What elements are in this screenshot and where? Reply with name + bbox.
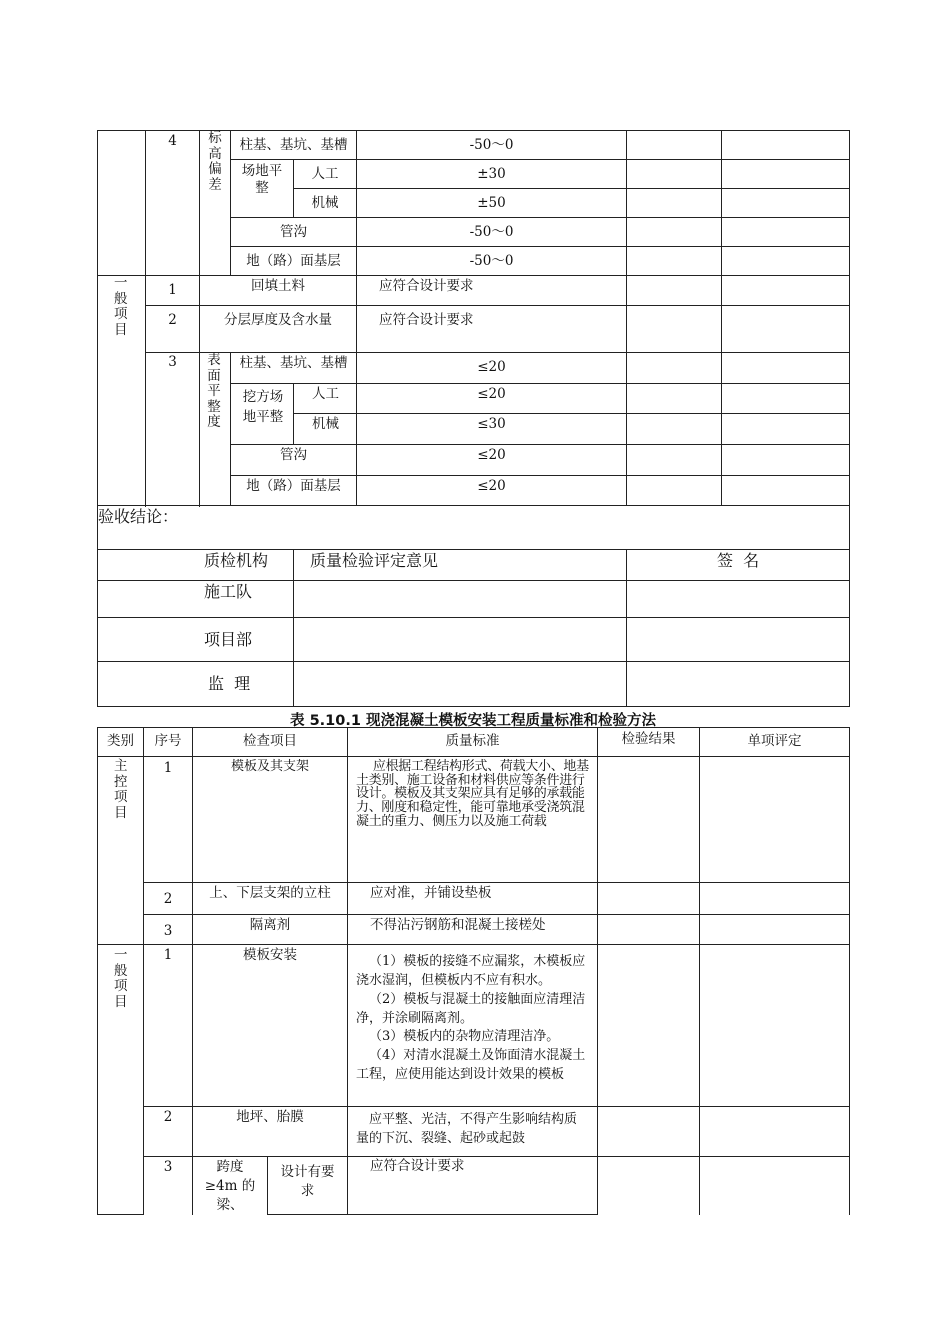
sub-label: 人工 bbox=[294, 384, 357, 414]
standard-text: 应符合设计要求 bbox=[357, 306, 627, 353]
header-no: 序号 bbox=[144, 728, 193, 757]
standard-value: -50～0 bbox=[357, 247, 627, 276]
table-title: 表 5.10.1 现浇混凝土模板安装工程质量标准和检验方法 bbox=[290, 713, 656, 729]
item-label: 模板安装 bbox=[193, 945, 348, 1107]
standard-text: 应根据工程结构形式、荷载大小、地基土类别、施工设备和材料供应等条件进行设计。模板及其支架应具有足够的承载能力、刚度和稳定性，能可靠地承受浇筑混凝土的重力、侧压力以及施工荷载 bbox=[348, 757, 598, 883]
result-cell bbox=[627, 276, 722, 306]
item-no: 3 bbox=[146, 353, 200, 506]
rating-cell bbox=[722, 306, 850, 353]
category-general: 一般项目 bbox=[98, 945, 144, 1215]
item-no: 4 bbox=[146, 131, 200, 276]
rating-cell bbox=[722, 218, 850, 247]
rating-cell bbox=[700, 757, 850, 883]
standard-value: -50～0 bbox=[357, 218, 627, 247]
item-label: 回填土料 bbox=[200, 276, 357, 306]
sign-header-signature: 签 名 bbox=[627, 550, 850, 581]
item-no: 2 bbox=[144, 1107, 193, 1157]
standard-value: ≤20 bbox=[357, 476, 627, 506]
row-label: 管沟 bbox=[231, 445, 357, 476]
item-label: 地坪、胎膜 bbox=[193, 1107, 348, 1157]
row-label: 柱基、基坑、基槽 bbox=[231, 353, 357, 384]
sign-header-opinion: 质量检验评定意见 bbox=[294, 550, 627, 581]
row-label: 柱基、基坑、基槽 bbox=[231, 131, 357, 160]
result-cell bbox=[627, 445, 722, 476]
standard-value: ≤20 bbox=[357, 384, 627, 414]
result-cell bbox=[598, 757, 700, 883]
item-no: 3 bbox=[144, 915, 193, 945]
row-label: 管沟 bbox=[231, 218, 357, 247]
result-cell bbox=[598, 883, 700, 915]
item-no: 1 bbox=[144, 945, 193, 1107]
rating-cell bbox=[700, 945, 850, 1107]
rating-cell bbox=[700, 1107, 850, 1157]
row-label: 地（路）面基层 bbox=[231, 247, 357, 276]
formwork-table bbox=[97, 727, 850, 1215]
result-cell bbox=[627, 131, 722, 160]
rating-cell bbox=[722, 276, 850, 306]
rating-cell bbox=[722, 353, 850, 384]
item-no: 3 bbox=[144, 1157, 193, 1215]
header-item: 检查项目 bbox=[193, 728, 348, 757]
rating-cell bbox=[722, 131, 850, 160]
rating-cell bbox=[722, 189, 850, 218]
result-cell bbox=[627, 414, 722, 445]
item-no: 1 bbox=[144, 757, 193, 883]
sign-header-org: 质检机构 bbox=[98, 550, 294, 581]
item-no: 1 bbox=[146, 276, 200, 306]
row-label: 地（路）面基层 bbox=[231, 476, 357, 506]
item-label: 上、下层支架的立柱 bbox=[193, 883, 348, 915]
result-cell bbox=[627, 160, 722, 189]
standard-value: ±50 bbox=[357, 189, 627, 218]
result-cell bbox=[598, 945, 700, 1107]
result-cell bbox=[627, 476, 722, 506]
conclusion-cell: 验收结论： bbox=[98, 506, 850, 550]
standard-value: ≤20 bbox=[357, 445, 627, 476]
result-cell bbox=[627, 384, 722, 414]
header-rating: 单项评定 bbox=[700, 728, 850, 757]
sub-label: 机械 bbox=[294, 414, 357, 445]
sign-row-label: 施工队 bbox=[98, 581, 294, 618]
sub-label: 机械 bbox=[294, 189, 357, 218]
rating-cell bbox=[722, 247, 850, 276]
standard-text: （1）模板的接缝不应漏浆，木模板应浇水湿润，但模板内不应有积水。 （2）模板与混凝土的接触面应清理洁净，并涂刷隔离剂。 （3）模板内的杂物应清理洁净。 （4）对清水混凝土及饰面清水混凝土工程，应使用能达到设计效果的模板 bbox=[348, 945, 598, 1107]
row-label: 挖方场地平整 bbox=[231, 384, 294, 445]
header-result: 检验结果 bbox=[598, 728, 700, 757]
group-label: 表面平整度 bbox=[200, 353, 231, 506]
result-cell bbox=[627, 218, 722, 247]
rating-cell bbox=[722, 160, 850, 189]
result-cell bbox=[627, 189, 722, 218]
rating-cell bbox=[700, 915, 850, 945]
item-no: 2 bbox=[144, 883, 193, 915]
group-label: 标高偏差 bbox=[200, 131, 231, 276]
sign-row-signature bbox=[627, 662, 850, 707]
rating-cell bbox=[700, 883, 850, 915]
item-label: 隔离剂 bbox=[193, 915, 348, 945]
sign-row-opinion bbox=[294, 618, 627, 662]
sign-row-label: 项目部 bbox=[98, 618, 294, 662]
standard-text: 不得沾污钢筋和混凝土接槎处 bbox=[348, 915, 598, 945]
item-label: 跨度≥4m 的梁、 bbox=[193, 1157, 268, 1215]
item-label: 模板及其支架 bbox=[193, 757, 348, 883]
standard-value: -50～0 bbox=[357, 131, 627, 160]
category-main: 主控项目 bbox=[98, 757, 144, 945]
rating-cell bbox=[722, 384, 850, 414]
sub-label: 人工 bbox=[294, 160, 357, 189]
sign-row-signature bbox=[627, 618, 850, 662]
rating-cell bbox=[722, 414, 850, 445]
standard-text: 应符合设计要求 bbox=[357, 276, 627, 306]
rating-cell bbox=[700, 1157, 850, 1215]
result-cell bbox=[598, 1157, 700, 1215]
sign-row-opinion bbox=[294, 662, 627, 707]
standard-text: 应符合设计要求 bbox=[348, 1157, 598, 1215]
result-cell bbox=[598, 915, 700, 945]
result-cell bbox=[598, 1107, 700, 1157]
result-cell bbox=[627, 247, 722, 276]
header-category: 类别 bbox=[98, 728, 144, 757]
standard-value: ±30 bbox=[357, 160, 627, 189]
result-cell bbox=[627, 353, 722, 384]
header-standard: 质量标准 bbox=[348, 728, 598, 757]
sign-row-signature bbox=[627, 581, 850, 618]
category-general: 一般项目 bbox=[98, 276, 146, 506]
standard-value: ≤20 bbox=[357, 353, 627, 384]
item-no: 2 bbox=[146, 306, 200, 353]
category-cell-blank bbox=[98, 131, 146, 276]
sign-row-label: 监 理 bbox=[98, 662, 294, 707]
sub-label: 设计有要求 bbox=[268, 1157, 348, 1215]
rating-cell bbox=[722, 476, 850, 506]
standard-text: 应对准，并铺设垫板 bbox=[348, 883, 598, 915]
standard-value: ≤30 bbox=[357, 414, 627, 445]
standard-text: 应平整、光洁，不得产生影响结构质量的下沉、裂缝、起砂或起鼓 bbox=[348, 1107, 598, 1157]
row-label: 场地平整 bbox=[231, 160, 294, 218]
rating-cell bbox=[722, 445, 850, 476]
item-label: 分层厚度及含水量 bbox=[200, 306, 357, 353]
earthwork-table bbox=[97, 130, 850, 707]
sign-row-opinion bbox=[294, 581, 627, 618]
result-cell bbox=[627, 306, 722, 353]
